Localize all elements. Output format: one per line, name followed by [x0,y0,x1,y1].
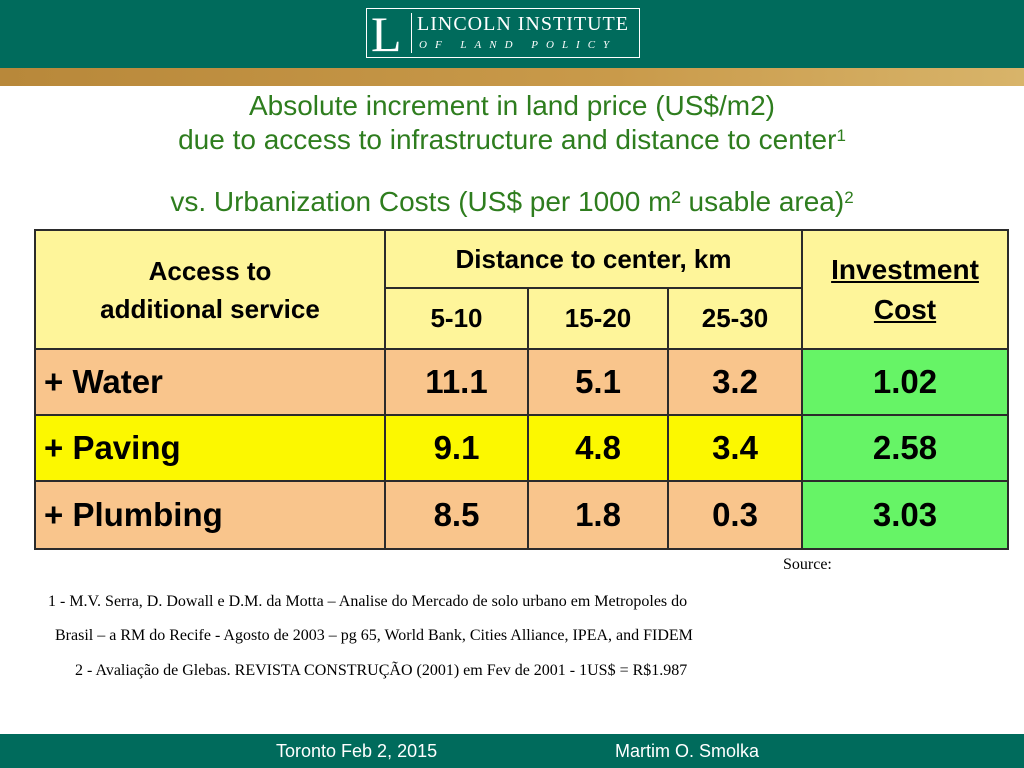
table-cell: 5.1 [528,349,668,415]
footer-band [0,734,1024,768]
logo-line1: LINCOLN INSTITUTE [417,13,629,35]
investment-cell: 2.58 [802,415,1008,481]
distance-col-2: 15-20 [528,288,668,349]
header-distance: Distance to center, km [385,230,802,288]
table-cell: 3.4 [668,415,802,481]
row-label-water: + Water [35,349,385,415]
source-1-line2: Brasil – a RM do Recife - Agosto de 2003 – pg 65, World Bank, Cities Alliance, IPEA, and FIDEM [55,627,693,644]
investment-cell: 3.03 [802,481,1008,549]
header-access [35,230,385,349]
table-cell: 3.2 [668,349,802,415]
logo-divider [411,13,412,53]
table-cell: 8.5 [385,481,528,549]
footer-location-date: Toronto Feb 2, 2015 [276,741,438,761]
header-investment-line2: Cost [873,293,937,325]
row-label-paving: + Paving [35,415,385,481]
table-cell: 9.1 [385,415,528,481]
source-2: 2 - Avaliação de Glebas. REVISTA CONSTRUÇÃO (2001) em Fev de 2001 - 1US$ = R$1.987 [75,662,688,679]
table-cell: 4.8 [528,415,668,481]
table-row [35,349,1008,415]
logo-letter: L [371,6,402,62]
investment-cell: 1.02 [802,349,1008,415]
title-line1: Absolute increment in land price (US$/m2) [248,90,775,121]
header-investment-line1: Investment [831,253,979,285]
footnote-ref-1: 1 [836,126,846,145]
table-row [35,415,1008,481]
logo-line2: OF LAND POLICY [419,39,618,51]
distance-col-1: 5-10 [385,288,528,349]
lincoln-logo-icon [366,6,640,62]
table-cell: 1.8 [528,481,668,549]
table-cell: 11.1 [385,349,528,415]
table-cell: 0.3 [668,481,802,549]
header-access-line2: additional service [100,293,320,324]
table-row [35,481,1008,549]
price-table [34,229,1009,550]
row-label-plumbing: + Plumbing [35,481,385,549]
footnote-ref-2: 2 [844,188,854,207]
distance-col-3: 25-30 [668,288,802,349]
header-stripe [0,68,1024,86]
source-label: Source: [783,556,832,573]
header-investment [802,230,1008,349]
title-line2: due to access to infrastructure and distance to center$^1$ [178,124,846,155]
title-line3: vs. Urbanization Costs (US$ per 1000 m² usable area)$^2$ [170,186,854,217]
header-access-line1: Access to [148,255,272,286]
footer-author: Martim O. Smolka [615,741,760,761]
source-1-line1: 1 - M.V. Serra, D. Dowall e D.M. da Motta – Analise do Mercado de solo urbano em Metropoles do [48,593,688,610]
